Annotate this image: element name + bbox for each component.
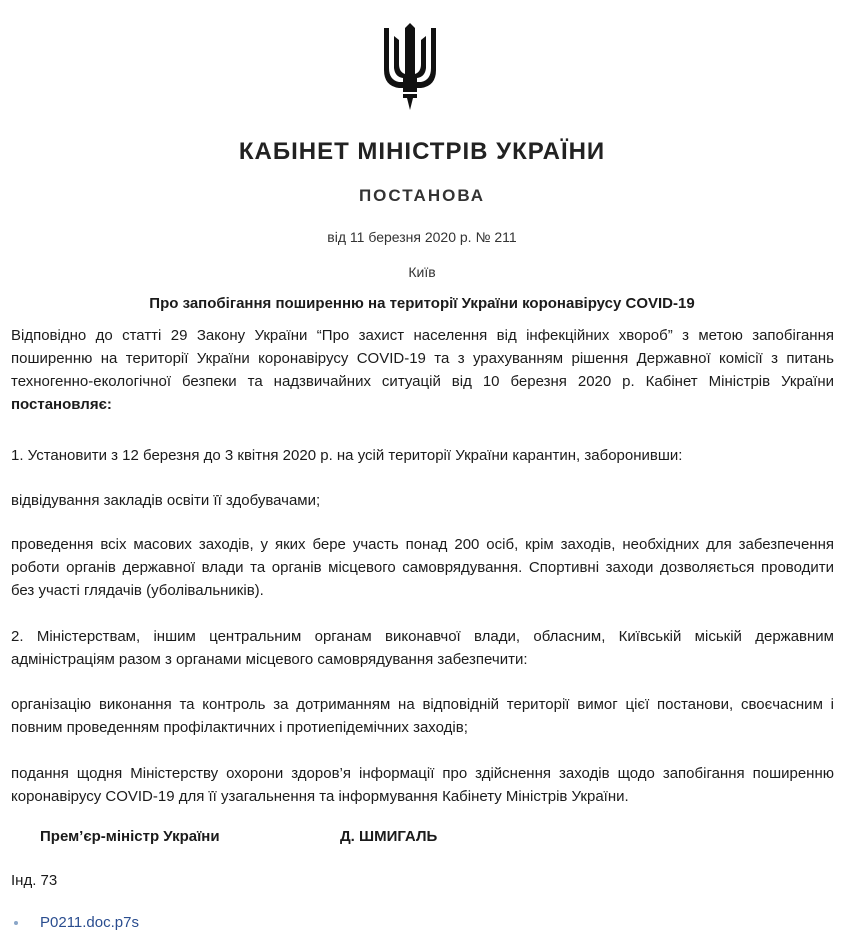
resolves-keyword: постановляє: xyxy=(11,396,112,413)
item-1-paragraph: 1. Установити з 12 березня до 3 квітня 2020 р. на усій території України карантин, заборонивши: xyxy=(11,447,683,464)
item-1a-paragraph: відвідування закладів освіти її здобувачами; xyxy=(11,492,321,509)
signatory-position: Прем’єр-міністр України xyxy=(40,828,220,845)
document-city: Київ xyxy=(408,264,436,280)
preamble-text: Відповідно до статті 29 Закону України “Про захист населення від інфекційних хвороб” з метою запобігання поширенню на території України коронавірусу COVID-19 та з урахуванням рішення Державної комісії з питань техногенно-екологічної безпеки та надзвичайних ситуацій від 10 березня 2020 р. Кабінет Міністрів України xyxy=(11,327,834,390)
item-2b-paragraph: подання щодня Міністерству охорони здоров’я інформації про здійснення заходів щодо запобігання поширенню коронавірусу COVID-19 для її узагальнення та інформування Кабінету Міністрів України. xyxy=(11,765,834,805)
document-date-number: від 11 березня 2020 р. № 211 xyxy=(327,229,517,245)
item-1b-paragraph: проведення всіх масових заходів, у яких бере участь понад 200 осіб, крім заходів, необхідних для забезпечення роботи органів державної влади та органів місцевого самоврядування. Спортивні заходи дозволяється проводити без участі глядачів (уболівальників). xyxy=(11,536,834,599)
preamble-paragraph xyxy=(11,324,834,416)
item-2-paragraph: 2. Міністерствам, іншим центральним органам виконавчої влади, обласним, Київській міській державним адміністраціям разом з органами місцевого самоврядування забезпечити: xyxy=(11,628,834,668)
trident-icon xyxy=(381,22,439,114)
bullet-icon xyxy=(14,921,18,925)
organization-heading: КАБІНЕТ МІНІСТРІВ УКРАЇНИ xyxy=(238,138,606,165)
attachment-link[interactable]: P0211.doc.p7s xyxy=(40,914,139,931)
document-type: ПОСТАНОВА xyxy=(358,186,486,205)
document-title: Про запобігання поширенню на території України коронавірусу COVID-19 xyxy=(149,295,695,312)
signatory-name: Д. ШМИГАЛЬ xyxy=(340,828,438,845)
index-number: Інд. 73 xyxy=(11,872,58,889)
item-2a-paragraph: організацію виконання та контроль за дотриманням на відповідній території вимог цієї постанови, своєчасним і повним проведенням профілактичних і протиепідемічних заходів; xyxy=(11,696,834,736)
attachment-list-item xyxy=(14,914,139,931)
